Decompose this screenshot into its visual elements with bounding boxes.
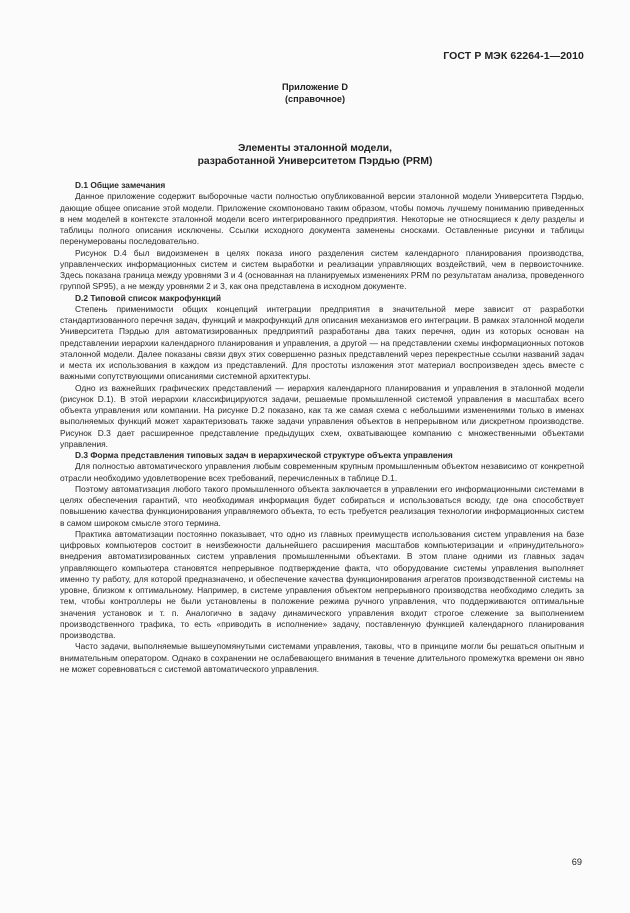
appendix-title: Приложение D <box>281 82 349 92</box>
document-title <box>0 142 630 168</box>
section-heading-d3: D.3 Форма представления типовых задач в иерархической структуре объекта управления <box>75 450 453 460</box>
paragraph: Поэтому автоматизация любого такого промышленного объекта заключается в управлении его информационными системами в целях обеспечения гарантий, что необходимая информация будет собираться и использоваться всюду, где она способствует повышению качества функционирования управляемого объекта, то есть требуется реализация технологии информационных систем в самом широком смысле этого термина. <box>60 483 584 528</box>
paragraph: Часто задачи, выполняемые вышеупомянутыми системами управления, таковы, что в принципе могли бы решаться опытным и внимательным оператором. Однако в сохранении не ослабевающего внимания в течение длительного промежутка времени он явно не может соревноваться с системой автоматического управления. <box>60 641 584 674</box>
section-heading-d1: D.1 Общие замечания <box>75 180 166 190</box>
document-title-line-2: разработанной Университетом Пэрдью (PRM) <box>197 156 433 167</box>
paragraph: Одно из важнейших графических представлений — иерархия календарного планирования и управления в эталонной модели (рисунок D.1). В этой иерархии классифицируются задачи, решаемые промышленной системой управления в масштабах всего объекта управления или компании. На рисунке D.2 показано, как та же самая схема с небольшими изменениями только в именах выполняемых функций может характеризовать также задачи управления объектов в непрерывном или дискретном производстве. Рисунок D.3 дает расширенное представление предыдущих схем, охватывающее компанию с множественными объектами управления. <box>60 382 584 449</box>
document-body <box>60 180 584 675</box>
paragraph: Для полностью автоматического управления любым современным крупным промышленным объектом независимо от конкретной отрасли необходимо удовлетворение всех требований, перечисленных в таблице D.1. <box>60 461 584 483</box>
appendix-heading <box>0 81 630 105</box>
paragraph: Рисунок D.4 был видоизменен в целях показа иного разделения систем календарного планирования производства, управленческих информационных систем и систем выработки и реализации управляющих воздействий, чем в первоисточнике. Здесь показана граница между уровнями 3 и 4 (основанная на планируемых изменениях PRM по результатам анализа, проведенного группой SP95), а не между уровнями 2 и 3, как она представлена в исходном документе. <box>60 247 584 292</box>
paragraph: Практика автоматизации постоянно показывает, что одно из главных преимуществ использования систем управления на базе цифровых компьютеров состоит в неизбежности дальнейшего расширения масштабов компьютеризации и «принудительного» внедрения автоматизированных систем управления промышленными объектами. В этом плане одними из главных задач управляющего компьютера становятся непрерывное подтверждение факта, что оборудование системы управления выполняет именно ту работу, для которой предназначено, и обеспечение качества функционирования агрегатов производственной системы на уровне, близком к оптимальному. Например, в системе управления объектом непрерывного производства необходимо следить за тем, чтобы контроллеры не были установлены в положение режима ручного управления, что поддерживаются оптимальные значения установок и т. п. Аналогично в задачу динамического управления входит строгое слежение за выполнением производственного трафика, то есть «приводить в исполнение» задачу, поставленную функцией календарного планирования производства. <box>60 528 584 640</box>
appendix-note: (справочное) <box>284 94 345 104</box>
section-heading-d2: D.2 Типовой список макрофункций <box>75 292 222 303</box>
standard-number: ГОСТ Р МЭК 62264-1—2010 <box>443 50 584 62</box>
page-number: 69 <box>571 857 582 867</box>
paragraph: Степень применимости общих концепций интеграции предприятия в значительной мере зависит от разработки стандартизованного перечня задач, функций и макрофункций для описания механизмов его интеграции. В рамках эталонной модели Университета Пэрдью для автоматизированных предприятий разработаны два таких перечня, один из которых основан на представлении иерархии календарного планирования и управления, а другой — на представлении схемы информационных потоков эталонной модели. Далее показаны связи двух этих совершенно разных представлений через перекрестные ссылки названий задач и места их использования в каждом из представлений. Для простоты изложения этот материал воспроизведен здесь вместе с важными сопутствующими описаниями системной архитектуры. <box>60 303 584 382</box>
paragraph: Данное приложение содержит выборочные части полностью опубликованной версии эталонной модели Университета Пэрдью, дающие общее описание этой модели. Приложение скомпоновано таким образом, чтобы помочь лучшему пониманию приведенных в нем моделей в контексте эталонной модели всего интегрированного предприятия. Некоторые не относящиеся к делу разделы и таблицы полного описания исключены. Ссылки исходного документа заменены сносками. Оставленные рисунки и таблицы перенумерованы последовательно. <box>60 191 584 247</box>
document-title-line-1: Элементы эталонной модели, <box>238 143 392 154</box>
